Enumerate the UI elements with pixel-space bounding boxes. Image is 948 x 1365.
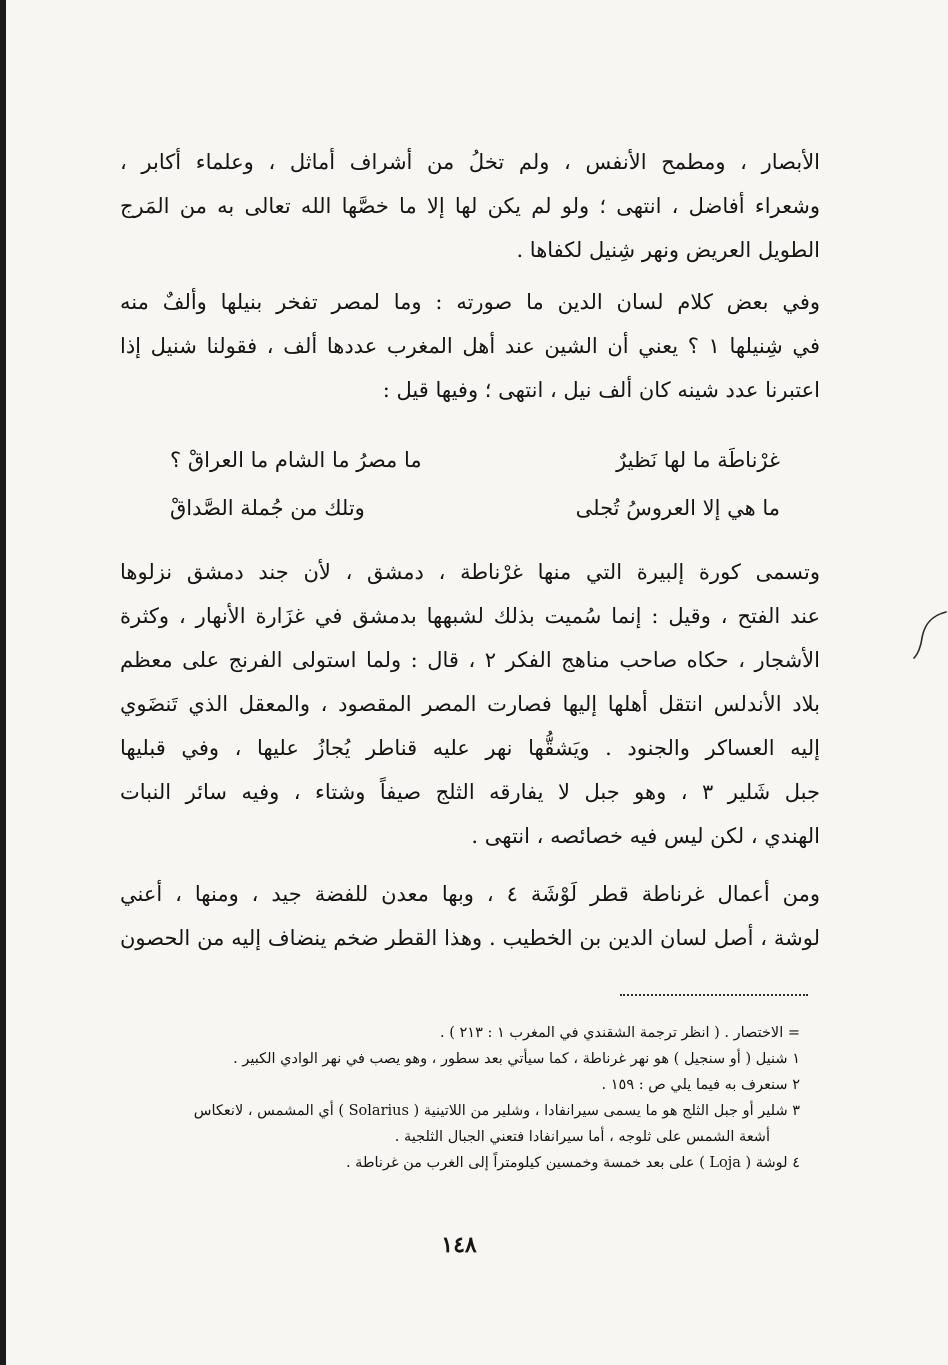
- paragraph-4: [120, 872, 820, 960]
- text-line: إليه العساكر والجنود . ويَشقُّها نهر عليه قناطر يُجازُ عليها ، وفي قبليها: [120, 736, 820, 760]
- footnote-separator: [620, 994, 808, 996]
- footnote: ٤ لوشة ( Loja ) على بعد خمسة وخمسين كيلومتراً إلى الغرب من غرناطة .: [345, 1155, 800, 1171]
- footnote: ٣ شلير أو جبل الثلج هو ما يسمى سيرانفادا ، وشلير من اللاتينية ( Solarius ) أي المشمس ، لانعكاس: [193, 1103, 800, 1119]
- paragraph-2: [120, 280, 820, 412]
- footnote: ٢ سنعرف به فيما يلي ص : ١٥٩ .: [601, 1077, 800, 1093]
- paragraph-1: [120, 140, 820, 272]
- text-line: بلاد الأندلس انتقل أهلها إليها فصارت المصر المقصود ، والمعقل الذي تَنضَوي: [120, 692, 820, 716]
- page-number: ١٤٨: [441, 1232, 477, 1258]
- page-edge: [0, 0, 6, 1365]
- poem: [170, 436, 780, 532]
- hemistich-second: وتلك من جُملة الصَّداقْ: [170, 496, 365, 520]
- footnote: = الاختصار . ( انظر ترجمة الشقندي في المغرب ١ : ٢١٣ ) .: [440, 1025, 800, 1041]
- paragraph-3: [120, 550, 820, 858]
- footnotes: [110, 1020, 800, 1176]
- margin-pencil-mark: [912, 610, 948, 660]
- text-line: جبل شَلير ٣ ، وهو جبل لا يفارقه الثلج صيفاً وشتاء ، وفيه سائر النبات: [120, 780, 820, 804]
- poem-verse: [170, 436, 780, 484]
- footnote: ١ شنيل ( أو سنجيل ) هو نهر غرناطة ، كما سيأتي بعد سطور ، وهو يصب في نهر الوادي الكبير .: [233, 1051, 800, 1067]
- text-line: اعتبرنا عدد شينه كان ألف نيل ، انتهى ؛ وفيها قيل :: [382, 378, 820, 402]
- footnote-continuation: أشعة الشمس على ثلوجه ، أما سيرانفادا فتعني الجبال الثلجية .: [394, 1129, 770, 1145]
- hemistich-second: ما مصرُ ما الشام ما العراقْ ؟: [170, 448, 422, 472]
- text-line: في شِنيلها ١ ؟ يعني أن الشين عند أهل المغرب عددها ألف ، فقولنا شنيل إذا: [120, 334, 820, 358]
- text-line: وشعراء أفاضل ، انتهى ؛ ولو لم يكن لها إلا ما خصَّها الله تعالى به من المَرج: [120, 194, 820, 218]
- hemistich-first: غرْناطَة ما لها نَظيرٌ: [616, 448, 780, 472]
- poem-verse: [170, 484, 780, 532]
- text-line: الطويل العريض ونهر شِنيل لكفاها .: [516, 238, 820, 262]
- text-line: وتسمى كورة إلبيرة التي منها غرْناطة ، دمشق ، لأن جند دمشق نزلوها: [120, 560, 820, 584]
- text-line: لوشة ، أصل لسان الدين بن الخطيب . وهذا القطر ضخم ينضاف إليه من الحصون: [120, 926, 820, 950]
- text-line: الهندي ، لكن ليس فيه خصائصه ، انتهى .: [471, 824, 820, 848]
- text-line: وفي بعض كلام لسان الدين ما صورته : وما لمصر تفخر بنيلها وألفٌ منه: [120, 290, 820, 314]
- hemistich-first: ما هي إلا العروسُ تُجلى: [575, 496, 780, 520]
- text-line: الأبصار ، ومطمح الأنفس ، ولم تخلُ من أشراف أماثل ، وعلماء أكابر ،: [120, 150, 820, 174]
- text-line: الأشجار ، حكاه صاحب مناهج الفكر ٢ ، قال : ولما استولى الفرنج على معظم: [120, 648, 820, 672]
- text-line: عند الفتح ، وقيل : إنما سُميت بذلك لشبهها بدمشق في غزَارة الأنهار ، وكثرة: [120, 604, 820, 628]
- text-line: ومن أعمال غرناطة قطر لَوْشَة ٤ ، وبها معدن للفضة جيد ، ومنها ، أعني: [120, 882, 820, 906]
